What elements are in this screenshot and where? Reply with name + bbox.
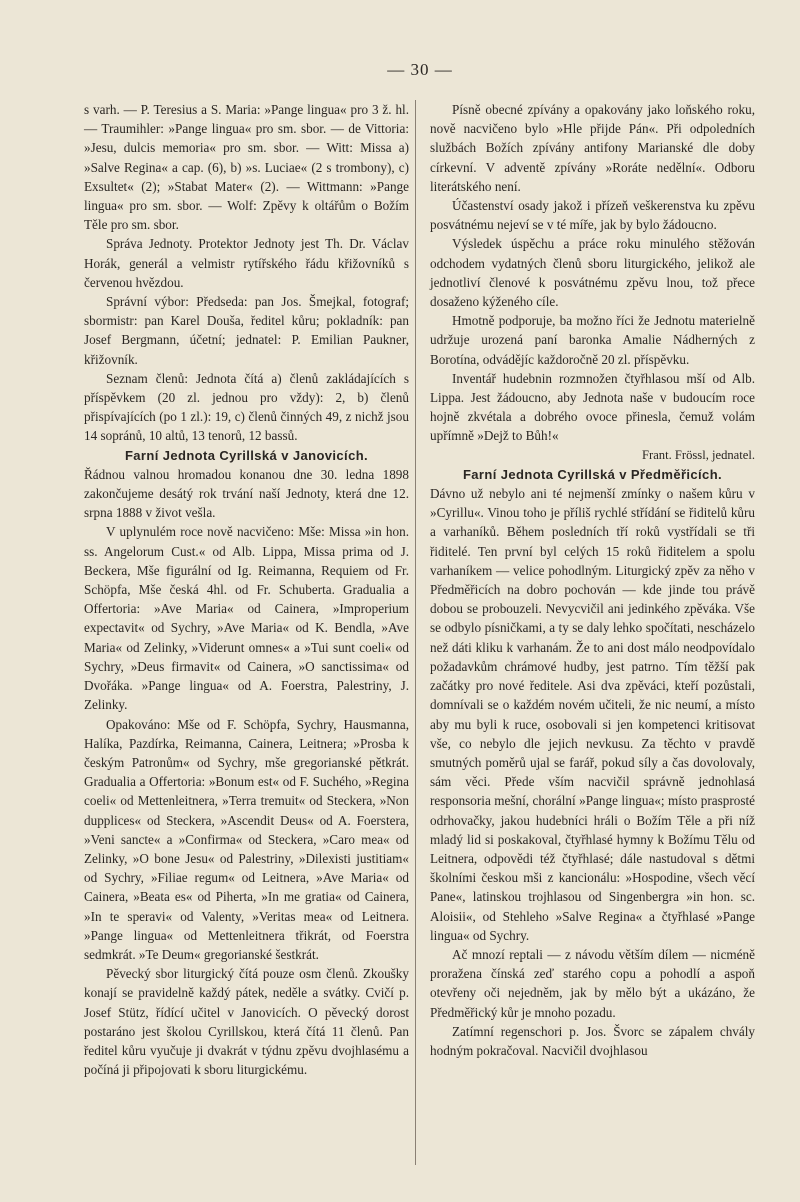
right-paragraph: Hmotně podporuje, ba možno říci že Jednotu materielně udržuje urozená paní baronka Amalie Nádherných z Borotína, odvádějíc každoročně 20 zl. příspěvku. [430, 313, 755, 367]
right-paragraph: Zatímní regenschori p. Jos. Švorc se zápalem chvály hodným pokračoval. Nacvičil dvojhlasou [430, 1023, 755, 1058]
left-paragraph: s varh. — P. Teresius a S. Maria: »Pange lingua« pro 3 ž. hl. — Traumihler: »Pange lingua« pro sm. sbor. — de Vittoria: »Jesu, dulcis memoria« pro sm. sbor. — Witt: Missa a) »Salve Regina« a cap. (6), b) »s. Luciae« (2 s trombony), c) Exsultet« (2); »Stabat Mater« (2). — Wittmann: »Pange lingua« pro sm. sbor. — Wolf: Zpěvy k oltářům o Božím Těle pro sm. sbor. [84, 102, 409, 233]
left-paragraph: Správní výbor: Předseda: pan Jos. Šmejkal, fotograf; sbormistr: pan Karel Douša, ředitel kůru; pokladník: pan Josef Bergmann, účetní; jednatel: P. Emilian Paukner, křižovník. [84, 294, 409, 367]
right-column [430, 100, 755, 1060]
right-paragraph: Účastenství osady jakož i přízeň veškerenstva ku zpěvu posvátnému nejeví se v té míře, jak by bylo žádoucno. [430, 198, 755, 233]
page-number: — 30 — [387, 60, 453, 79]
left-column [84, 100, 409, 1079]
left-paragraph: Opakováno: Mše od F. Schöpfa, Sychry, Hausmanna, Halíka, Pazdírka, Reimanna, Cainera, Leitnera; »Prosba k českým Patronům« od Sychry, mše gregorianské pětkrát. Gradualia a Offertoria: »Bonum est« od F. Suchého, »Regina coeli« od Mettenleitnera, »Terra tremuit« od Steckera, »Non dupplices« od Steckera, »Ascendit Deus« od A. Foerstera, »Veni sancte« a »Confirma« od Steckera, »Caro mea« od Zelinky, »O bone Jesu« od Palestriny, »Dilexisti justitiam« od Sychry, »Filiae regum« od Leitnera, »Ave Maria« od Cainera, »Beata es« od Piherta, »In me gratia« od Cainera, »In te speravi« od Valenty, »Veritas mea« od Leitnera. »Pange lingua« od Mettenleitnera třikrát, od Foerstra sedmkrát. »Te Deum« gregorianské šestkrát. [84, 716, 409, 962]
right-paragraph: Písně obecné zpívány a opakovány jako loňského roku, nově nacvičeno bylo »Hle přijde Pán«. Při odpoledních službách Božích zpívány antifony Marianské dle doby církevní. V adventě zpívány »Roráte nedělní«. Odboru literátského není. [430, 102, 755, 194]
right-paragraph: Ač mnozí reptali — z návodu větším dílem — nicméně proražena čínská zeď starého copu a pohodlí a aspoň otevřeny oči nejedněm, jak by mělo být a ukázáno, že Předměřický kůr je mnoho pozadu. [430, 946, 755, 1020]
left-section-heading: Farní Jednota Cyrillská v Janovicích. [124, 447, 369, 463]
right-paragraph: Dávno už nebylo ani té nejmenší zmínky o našem kůru v »Cyrillu«. Vinou toho je příliš rychlé střídání se řiditelů kůru a varhaníků. Během posledních tří roků vystřídali se tři řiditelé. Ten první byl celých 15 roků řiditelem a spolu varhaníkem — velice pohodlným. Liturgický zpěv za něho v Předměřicích na dobro pochován — kde jinde tou právě dobou se probouzeli. Nevycvičil ani jedinkého zpěváka. Vše se odbylo písničkami, a ty se daly lehko spočítati, nescházelo než dáti kliku k varhanám. Že to ani dost málo neodpovídalo požadavkům chrámové hudby, jest patrno. Tím těžší pak začátky pro nové ředitele. Asi dva zpěváci, kteří pozůstali, domnívali se o každém novém učiteli, že nic neumí, a místo aby mu byli k ruce, osobovali si jen kompetenci kritisovat vše, co nebylo dle jejich nevkusu. Za těchto v pravdě smutných poměrů ujal se farář, pokud síly a čas dovolovaly, sám věci. Přede vším nacvičil správně jednohlasá responsoria mešní, chorální »Pange lingua«; místo prasprosté odrhovačky, jakou hudebníci hráli o Božím Těle a při níž mladý lid si poskakoval, čtyřhlasé hymny k Božímu Tělu od Leitnera, odpovědi též čtyřhlasé; dále nastudoval s dětmi školními českou mši z kancionálu: »Hospodine, všech věcí Pane«, latinskou trojhlasou od Singenbergra »in hon. sc. Aloisii«, od Stehleho »Salve Regina« a čtyřhlasé »Pange lingua« od Sychry. [430, 486, 755, 943]
right-signature: Frant. Frössl, jednatel. [642, 447, 755, 462]
right-section-heading: Farní Jednota Cyrillská v Předměřicích. [462, 466, 723, 482]
left-paragraph: V uplynulém roce nově nacvičeno: Mše: Missa »in hon. ss. Angelorum Cust.« od Alb. Lippa, Missa prima od J. Beckera, Mše figurální od Ig. Reimanna, Requiem od Fr. Schöpfa, Mše česká 4hl. od Fr. Schuberta. Gradualia a Offertoria: »Ave Maria« od Cainera, »Improperium expectavit« od Sychry, »Ave Maria« od K. Bendla, »Ave Maria« od Zelinky, »Viderunt omnes« a »Tui sunt coeli« od Sychry, »Deus firmavit« od Cainera, »O sanctissima« od Dvořáka. »Pange lingua« od A. Foerstra, Palestriny, J. Zelinky. [84, 524, 409, 713]
right-paragraph: Inventář hudebnin rozmnožen čtyřhlasou mší od Alb. Lippa. Jest žádoucno, aby Jednota naše v budoucím roce hojně zkvétala a dobrého ovoce přinesla, čemuž volám upřímně »Dejž to Bůh!« [430, 370, 755, 444]
left-paragraph: Pěvecký sbor liturgický čítá pouze osm členů. Zkoušky konají se pravidelně každý pátek, neděle a svátky. Cvičí p. Josef Stütz, řídící učitel v Janovicích. O pěvecký dorost postaráno jest školou Cyrillskou, která čítá 11 členů. Pan ředitel kůru vyučuje ji dvakrát v týdnu zpěvu dvojhlasému a počíná ji připojovati k sboru liturgickému. [84, 966, 409, 1078]
left-paragraph: Seznam členů: Jednota čítá a) členů zakládajících s příspěvkem (20 zl. jednou pro vždy): 2, b) členů přispívajících (po 1 zl.): 19, c) členů činných 49, z nichž jsou 14 sopránů, 10 altů, 13 tenorů, 12 bassů. [84, 370, 409, 444]
column-divider [415, 100, 416, 1165]
left-paragraph: Správa Jednoty. Protektor Jednoty jest Th. Dr. Václav Horák, generál a velmistr rytířského řádu křižovníků s červenou hvězdou. [84, 236, 409, 290]
left-paragraph: Řádnou valnou hromadou konanou dne 30. ledna 1898 zakončujeme desátý rok trvání naší Jednoty, která dne 12. srpna 1888 v život vešla. [84, 466, 409, 521]
right-paragraph: Výsledek úspěchu a práce roku minulého stěžován odchodem vydatných členů sboru liturgického, jelikož ale jednotliví členové k posvátnému zpěvu lnou, tož přece dosaženo kýženého cíle. [430, 236, 755, 310]
